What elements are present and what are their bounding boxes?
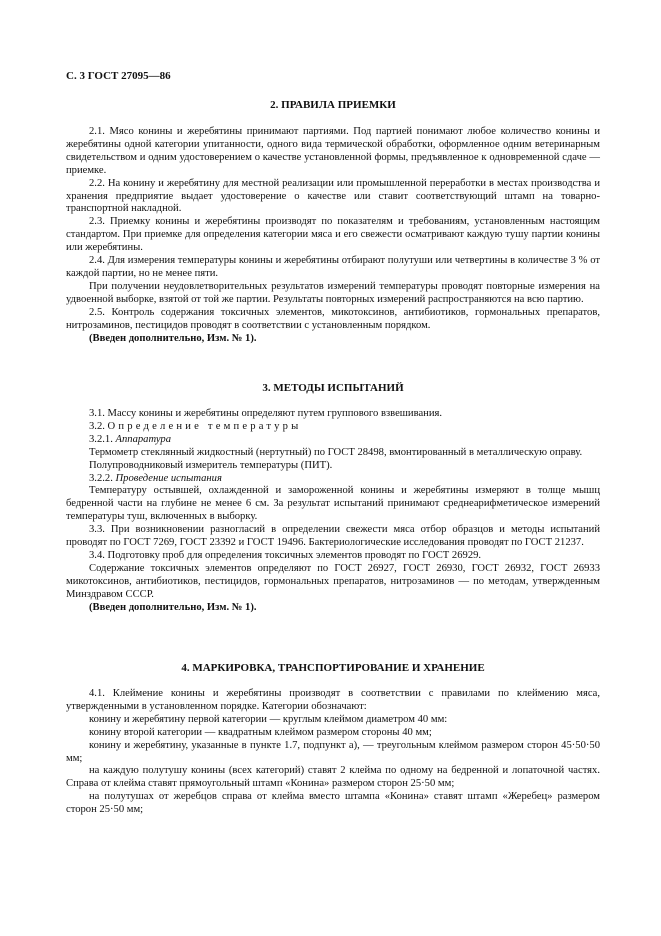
para-2-3: 2.3. Приемку конины и жеребятины производят по показателям и требованиям, установленным настоящим стандартом. При приемке для определения категории мяса и его свежести осматривают каждую тушу партии конины или жеребятины. [66, 216, 600, 254]
section-2-title: 2. ПРАВИЛА ПРИЕМКИ [270, 99, 396, 111]
section-3-title: 3. МЕТОДЫ ИСПЫТАНИЙ [262, 382, 404, 394]
para-half-carcass: на каждую полутушу конины (всех категорий) ставят 2 клейма по одному на бедренной и лопаточной частях. Справа от клейма ставят прямоугольный штамп «Конина» размером сторон 25·50 мм; [66, 765, 600, 790]
para-2-4: 2.4. Для измерения температуры конины и жеребятины отбирают полутуши или четвертины в количестве 3 % от каждой партии, но не менее пяти. [66, 255, 600, 279]
section-4-body [66, 688, 600, 817]
para-2-2: 2.2. На конину и жеребятину для местной реализации или промышленной переработки в местах производства и хранения предприятие выдает удостоверение о качестве или ставит соответствующий штамп на товарно-транспортной накладной. [66, 177, 600, 215]
para-thermometer: Термометр стеклянный жидкостный (нертутный) по ГОСТ 28498, вмонтированный в металлическую оправу. [89, 446, 583, 458]
para-2-5: 2.5. Контроль содержания токсичных элементов, микотоксинов, антибиотиков, гормональных препаратов, нитрозаминов, пестицидов проводят в соответствии с установленным порядком. [66, 306, 600, 331]
para-3-2-1 [66, 434, 600, 447]
para-3-1: 3.1. Массу конины и жеребятины определяют путем группового взвешивания. [89, 408, 443, 419]
para-3-2-2 [66, 473, 600, 486]
para-stallion-stamp: на полутушах от жеребцов справа от клейма вместо штампа «Конина» ставят штамп «Жеребец» размером сторон 25·50 мм; [66, 791, 600, 816]
para-3-2-2-title: Проведение испытания [115, 472, 222, 484]
para-3-2-1-num: 3.2.1. [89, 433, 113, 445]
section-2-body [66, 126, 600, 345]
amendment-note-2: (Введен дополнительно, Изм. № 1). [89, 332, 257, 344]
para-3-2-title: Определение температуры [107, 420, 302, 432]
para-4-1: 4.1. Клеймение конины и жеребятины производят в соответствии с правилами по клеймению мяса, утвержденными в установленном порядке. Категории обозначают: [66, 688, 600, 712]
para-toxic-elements: Содержание токсичных элементов определяют по ГОСТ 26927, ГОСТ 26930, ГОСТ 26932, ГОСТ 26933 микотоксинов, антибиотиков, пестицидов, гормональных препаратов, нитрозаминов — по методам, утвержденным Минздравом СССР. [66, 562, 600, 600]
section-3-body [66, 408, 600, 615]
para-2-4-repeat: При получении неудовлетворительных результатов измерений температуры проводят повторные измерения на удвоенной выборке, взятой от той же партии. Результаты повторных измерений распространяются на всю партию. [66, 280, 600, 305]
page-header: С. 3 ГОСТ 27095—86 [66, 70, 171, 82]
para-3-2 [66, 421, 600, 434]
para-3-2-2-num: 3.2.2. [89, 472, 113, 484]
para-temperature-measure: Температуру остывшей, охлажденной и замороженной конины и жеребятины измеряют в толще мышц бедренной части на глубине не менее 6 см. За результат испытаний принимают среднеарифметическое измерений температуры туш, включенных в выборку. [66, 485, 600, 523]
para-3-2-num: 3.2. [89, 420, 105, 432]
para-3-4: 3.4. Подготовку проб для определения токсичных элементов проводят по ГОСТ 26929. [89, 549, 482, 561]
section-4-title: 4. МАРКИРОВКА, ТРАНСПОРТИРОВАНИЕ И ХРАНЕНИЕ [181, 662, 485, 674]
amendment-note-3: (Введен дополнительно, Изм. № 1). [89, 601, 257, 613]
section-2 [66, 98, 600, 112]
para-pit: Полупроводниковый измеритель температуры (ПИТ). [89, 459, 333, 471]
para-2-1: 2.1. Мясо конины и жеребятины принимают партиями. Под партией понимают любое количество конины и жеребятины одной категории упитанности, одного вида термической обработки, оформленное одним ветеринарным свидетельством и одним удостоверением о качестве установленной формы, предъявленное к одновременной сдаче — приемке. [66, 126, 600, 176]
para-3-3: 3.3. При возникновении разногласий в определении свежести мяса отбор образцов и методы испытаний проводят по ГОСТ 7269, ГОСТ 23392 и ГОСТ 19496. Бактериологические исследования проводят по ГОСТ 21237. [66, 524, 600, 549]
para-second-category: конину второй категории — квадратным клеймом размером стороны 40 мм; [89, 726, 432, 738]
para-triangle-stamp: конину и жеребятину, указанные в пункте 1.7, подпункт а), — треугольным клеймом размером сторон 45·50·50 мм; [66, 739, 600, 764]
section-4 [66, 661, 600, 675]
para-3-2-1-title: Аппаратура [115, 433, 171, 445]
section-3 [66, 381, 600, 395]
para-first-category: конину и жеребятину первой категории — круглым клеймом диаметром 40 мм: [89, 713, 448, 725]
